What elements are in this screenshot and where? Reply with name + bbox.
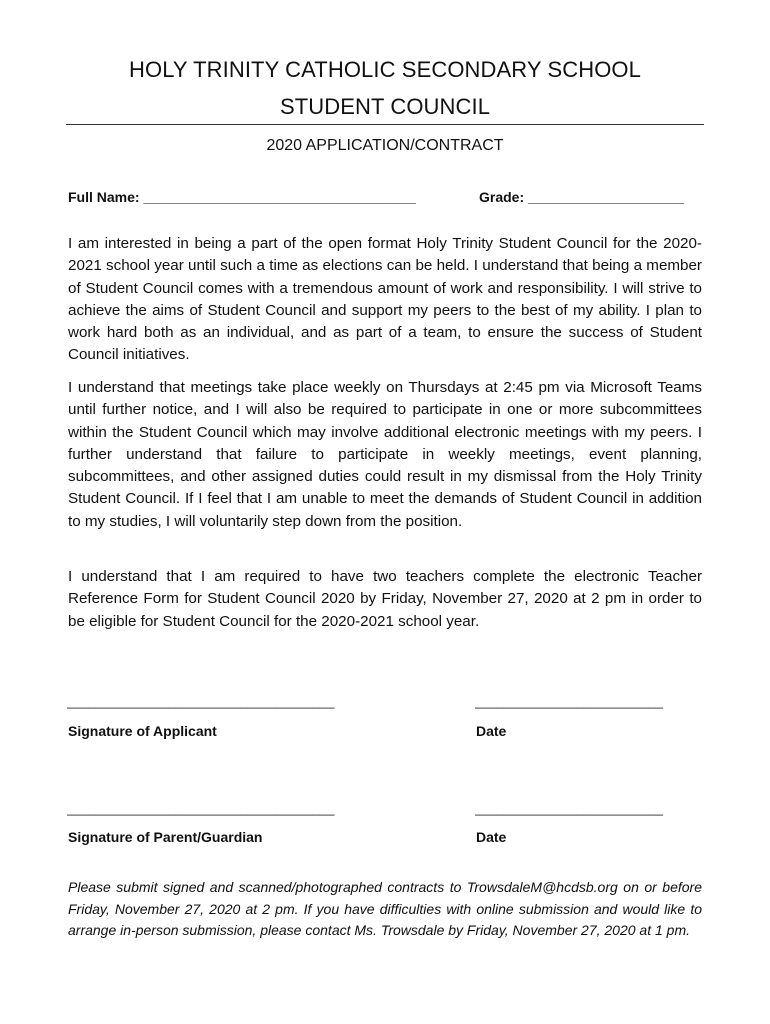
applicant-date-line[interactable]: __________________________ <box>475 694 663 709</box>
form-subtitle: 2020 APPLICATION/CONTRACT <box>266 137 504 154</box>
grade-field[interactable]: Grade: ____________________ <box>479 189 684 205</box>
paragraph-meetings: I understand that meetings take place weekly on Thursdays at 2:45 pm via Microsoft Teams until further notice, and I will also be required to participate in one or more subcommittees within the Student Council which may involve additional electronic meetings with my peers. I further understand that failure to participate in weekly meetings, event planning, subcommittees, and other assigned duties could result in my dismissal from the Holy Trinity Student Council. If I feel that I am unable to meet the demands of Student Council in addition to my studies, I will voluntarily step down from the position. <box>68 379 702 530</box>
parent-signature-label: Signature of Parent/Guardian <box>68 829 263 845</box>
applicant-signature-label: Signature of Applicant <box>68 723 217 739</box>
parent-date-label: Date <box>476 829 507 845</box>
parent-signature-line[interactable]: _____________________________________ <box>67 801 335 816</box>
full-name-field[interactable]: Full Name: ___________________________________ <box>68 189 416 205</box>
applicant-signature-line[interactable]: _____________________________________ <box>67 694 335 709</box>
paragraph-reference: I understand that I am required to have two teachers complete the electronic Teacher Reference Form for Student Council 2020 by Friday, November 27, 2020 at 2 pm in order to be eligible for Student Council for the 2020-2021 school year. <box>68 568 702 630</box>
school-title: HOLY TRINITY CATHOLIC SECONDARY SCHOOL <box>129 57 641 82</box>
header-divider <box>66 124 704 125</box>
council-title: STUDENT COUNCIL <box>279 94 491 119</box>
parent-date-line[interactable]: __________________________ <box>475 801 663 816</box>
applicant-date-label: Date <box>476 723 507 739</box>
paragraph-interest: I am interested in being a part of the open format Holy Trinity Student Council for the 2020-2021 school year until such a time as elections can be held. I understand that being a member of Student Council comes with a tremendous amount of work and responsibility. I will strive to achieve the aims of Student Council and support my peers to the best of my ability. I plan to work hard both as an individual, and as part of a team, to ensure the success of Student Council initiatives. <box>68 235 702 364</box>
submission-note: Please submit signed and scanned/photographed contracts to TrowsdaleM@hcdsb.org on or before Friday, November 27, 2020 at 2 pm. If you have difficulties with online submission and would like to arrange in-person submission, please contact Ms. Trowsdale by Friday, November 27, 2020 at 1 pm. <box>68 879 702 938</box>
